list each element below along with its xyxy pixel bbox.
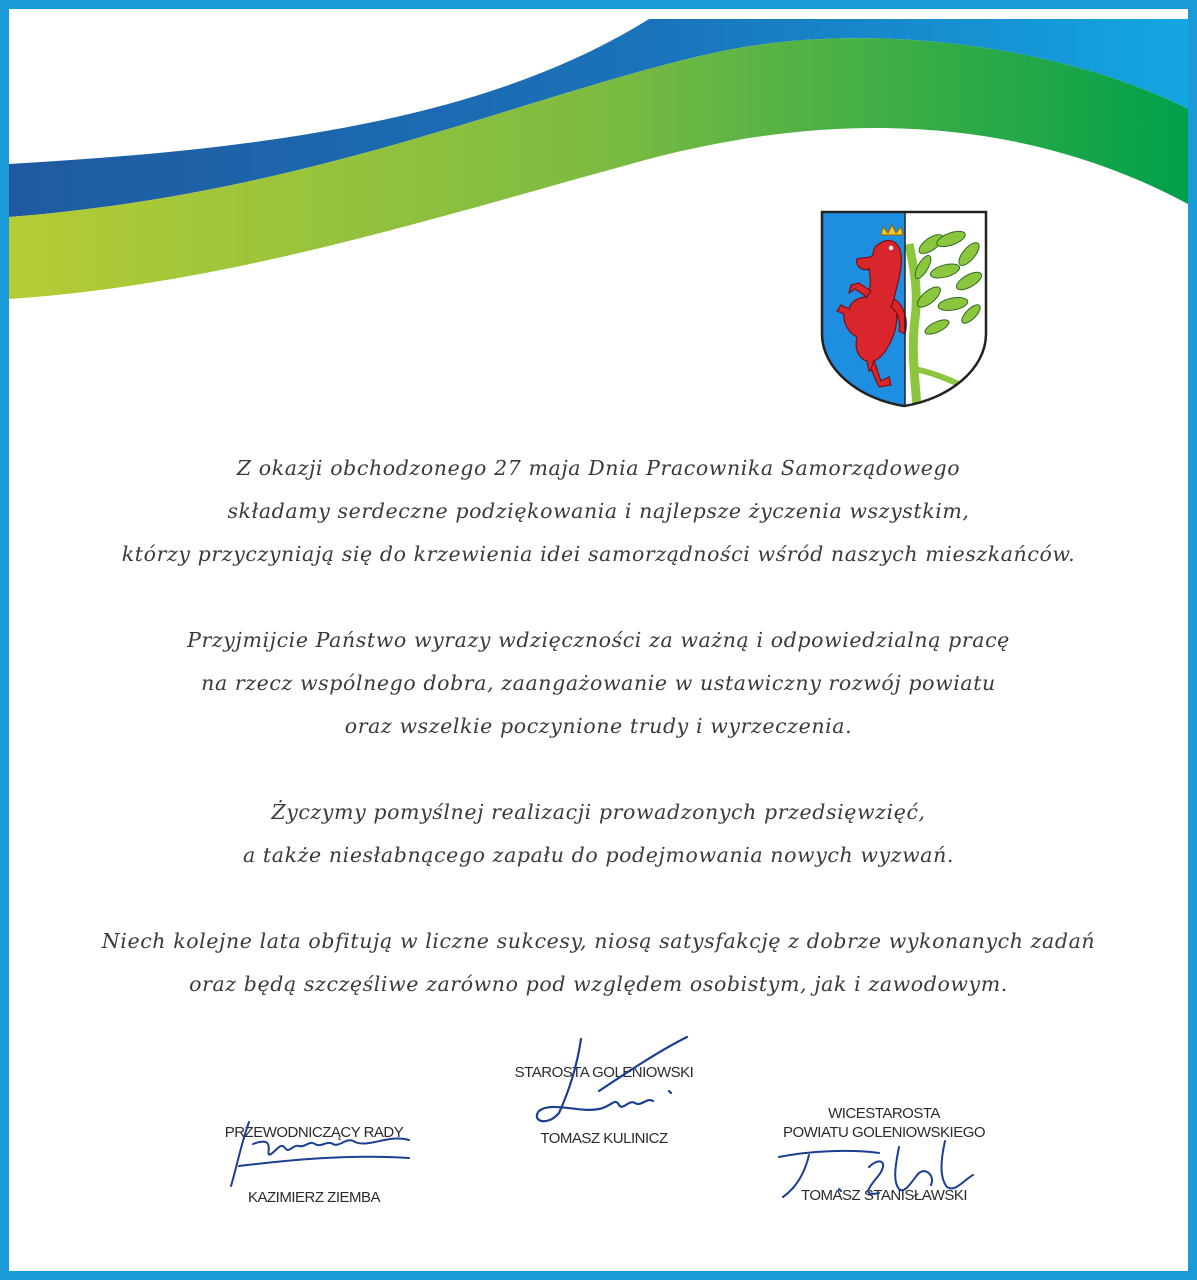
text-line: oraz będą szczęśliwe zarówno pod względem osobistym, jak i zawodowym. <box>189 972 1008 996</box>
decorative-wave-banner <box>9 9 1188 339</box>
text-line: na rzecz wspólnego dobra, zaangażowanie w ustawiczny rozwój powiatu <box>201 671 996 695</box>
paragraph-closing <box>9 920 1188 1006</box>
greeting-text <box>9 447 1188 1006</box>
text-line: Niech kolejne lata obfitują w liczne sukcesy, niosą satysfakcję z dobrze wykonanych zadań <box>101 929 1096 953</box>
text-line: Życzymy pomyślnej realizacji prowadzonych przedsięwzięć, <box>271 800 926 824</box>
signatory-name: KAZIMIERZ ZIEMBA <box>247 1189 380 1206</box>
signatory-name: TOMASZ KULINICZ <box>540 1130 668 1147</box>
text-line: Z okazji obchodzonego 27 maja Dnia Pracownika Samorządowego <box>236 456 961 480</box>
signatory-title: PRZEWODNICZĄCY RADY <box>224 1124 404 1141</box>
text-line: a także niesłabnącego zapału do podejmowania nowych wyzwań. <box>242 843 955 867</box>
signatory-title-line1: WICESTAROSTA <box>828 1105 940 1122</box>
coat-of-arms-icon <box>819 209 989 409</box>
text-line: którzy przyczyniają się do krzewienia idei samorządności wśród naszych mieszkańców. <box>121 542 1076 566</box>
paragraph-occasion <box>9 447 1188 576</box>
signatory-title-line2: POWIATU GOLENIOWSKIEGO <box>782 1124 986 1141</box>
paragraph-gratitude <box>9 619 1188 748</box>
handwritten-signature-vice-starosta <box>769 1127 979 1207</box>
paragraph-wishes <box>9 791 1188 877</box>
signatory-title: STAROSTA GOLENIOWSKI <box>514 1064 694 1081</box>
text-line: Przyjmijcie Państwo wyrazy wdzięczności za ważną i odpowiedzialną pracę <box>187 628 1010 652</box>
text-line: składamy serdeczne podziękowania i najlepsze życzenia wszystkim, <box>227 499 970 523</box>
signatory-name: TOMASZ STANISŁAWSKI <box>800 1187 968 1204</box>
handwritten-signature-chair <box>219 1114 419 1194</box>
text-line: oraz wszelkie poczynione trudy i wyrzeczenia. <box>344 714 853 738</box>
handwritten-signature-starosta <box>519 1031 719 1131</box>
